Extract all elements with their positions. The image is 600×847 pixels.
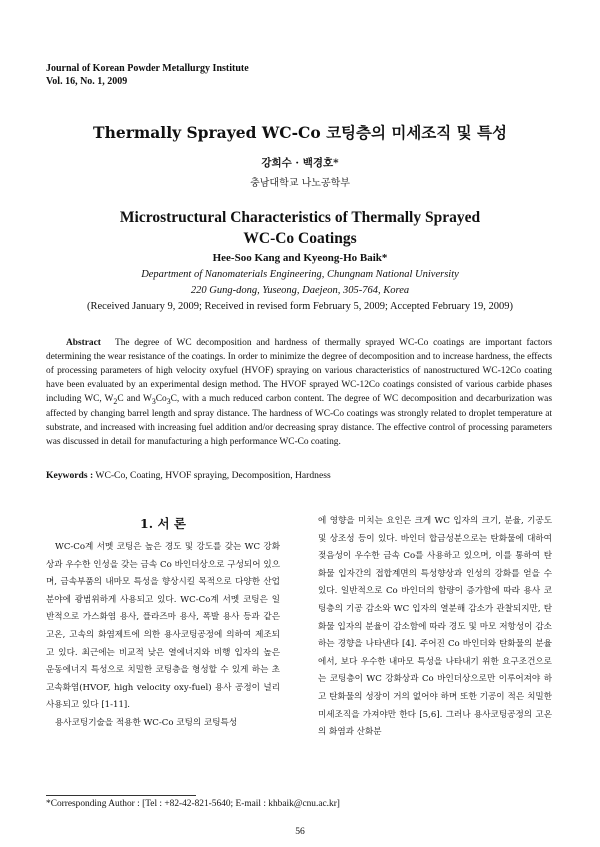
abstract-sub-1: 2: [113, 396, 118, 406]
intro-paragraph-1: WC-Co계 서멧 코팅은 높은 경도 및 강도를 갖는 WC 강화상과 우수한 인성을 갖는 금속 Co 바인더상으로 구성되어 있으며, 금속부품의 내마모 특성을 향상시킬 목적으로 다양한 산업분야에 광범위하게 사용되고 있다. WC-Co계 서멧 코팅은 일반적으로 가스화염 용사, 플라즈마 용사, 폭발 용사 등과 같은 고온, 고속의 화염제트에 의한 용사코팅공정에 의하여 제조되고 있다. 최근에는 비교적 낮은 열에너지와 비행 입자의 높은 운동에너지 특성으로 치밀한 코팅층을 형성할 수 있게 하는 초고속화염(HVOF, high velocity oxy-fuel) 용사 공정이 널리 사용되고 있다 [1-11].: [46, 542, 280, 711]
footnote-divider: [46, 795, 196, 796]
journal-volume: Vol. 16, No. 1, 2009: [46, 76, 128, 87]
abstract: [46, 337, 552, 450]
abstract-text-3: Co: [155, 393, 167, 404]
english-title: [0, 207, 600, 249]
abstract-sub-3: 3: [166, 396, 171, 406]
keywords: [46, 470, 552, 481]
intro-paragraph-2-start: 용사코팅기술을 적용한 WC-Co 코팅의 코팅특성: [55, 717, 238, 728]
address: 220 Gung-dong, Yuseong, Daejeon, 305-764, Korea: [190, 285, 410, 296]
corresponding-author-footnote: *Corresponding Author : [Tel : +82-42-821-5640; E-mail : khbaik@cnu.ac.kr]: [46, 799, 340, 809]
keywords-label: Keywords :: [46, 470, 94, 481]
korean-title: Thermally Sprayed WC-Co 코팅층의 미세조직 및 특성: [93, 123, 507, 142]
abstract-text-4: C, with a much reduced carbon content. The degree of WC decomposition and decarburization was affected by changing barrel length and spray distance. The hardness of WC-Co coatings was strongly related to droplet temperature at substrate, and increased with increasing fuel addition and/or decreasing spray distance. The effective control of processing parameters was discussed in detail for manufacturing a high performance WC-Co coating.: [46, 393, 552, 448]
korean-authors: 강희수 · 백경호*: [261, 157, 339, 169]
abstract-text-1: The degree of WC decomposition and hardness of thermally sprayed WC-Co coatings are important factors determining the wear resistance of the coatings. In order to minimize the degree of decomposition and to increase hardness, the effects of processing parameters of high velocity oxyfuel (HVOF) spraying on various characteristics of nanostructured WC-12Co coating have been evaluated by an experimental design method. The HVOF sprayed WC-12Co coatings consisted of various carbide phases including WC, W: [46, 338, 552, 404]
journal-header: [46, 62, 249, 88]
english-authors: Hee-Soo Kang and Kyeong-Ho Baik*: [212, 252, 388, 264]
journal-name: Journal of Korean Powder Metallurgy Institute: [46, 63, 249, 74]
abstract-label: Abstract: [66, 338, 101, 348]
english-title-line2: WC-Co Coatings: [243, 230, 357, 247]
korean-affiliation: 충남대학교 나노공학부: [250, 178, 350, 189]
intro-paragraph-2-continued: 에 영향을 미치는 요인은 크게 WC 입자의 크기, 분율, 기공도 및 상조성 등이 있다. 바인더 합금성분으로는 탄화물에 대하여 젖음성이 우수한 금속 Co를 사용하고 있으며, 이를 통하여 탄화물 입자간의 접합계면의 특성향상과 인성의 강화를 얻을 수 있다. 일반적으로 Co 바인더의 함량이 증가함에 따라 용사 코팅층의 기공 감소와 WC 입자의 열분해 감소가 관찰되지만, 탄화물 입자의 분율이 감소함에 따라 경도 및 마모 저항성이 감소하는 경향을 나타낸다 [4]. 주어진 Co 바인더와 탄화물의 분율에서, 보다 우수한 내마모 특성을 나타내기 위한 요구조건으로는 코팅층이 WC 강화상과 Co 바인더상으로만 이루어져야 하고 탄화물의 성장이 거의 없어야 하며 또한 기공이 적은 치밀한 미세조직을 가져야만 한다 [5,6]. 그러나 용사코팅공정의 고온의 화염과 산화분: [318, 516, 552, 738]
english-title-line1: Microstructural Characteristics of Thermally Sprayed: [119, 209, 481, 226]
right-column: [318, 513, 552, 742]
page-number: 56: [295, 826, 305, 837]
abstract-text-2: C and W: [117, 393, 152, 404]
section-heading: 1. 서 론: [140, 516, 186, 531]
received-dates: (Received January 9, 2009; Received in revised form February 5, 2009; Accepted February 19, 2009): [87, 301, 513, 312]
department: Department of Nanomaterials Engineering, Chungnam National University: [141, 269, 459, 280]
keywords-text: WC-Co, Coating, HVOF spraying, Decomposition, Hardness: [95, 470, 331, 481]
left-column: [46, 513, 280, 733]
abstract-sub-2: 3: [151, 396, 156, 406]
